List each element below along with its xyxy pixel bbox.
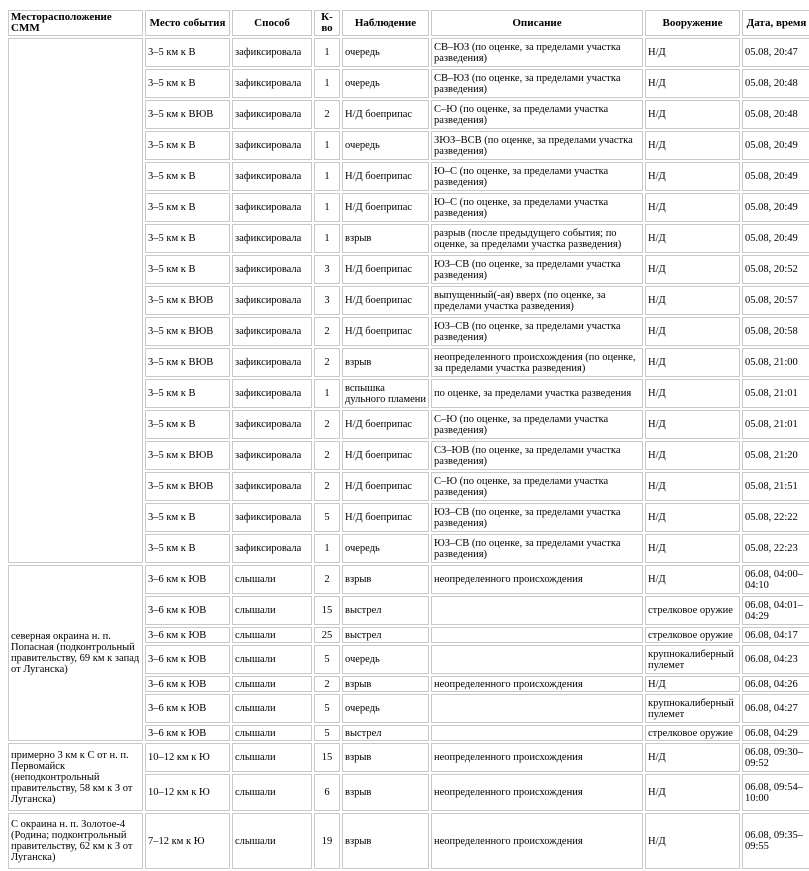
cell-observation: Н/Д боеприпас [342, 441, 429, 470]
cell-observation: Н/Д боеприпас [342, 503, 429, 532]
cell-place: 3–5 км к ВЮВ [145, 472, 230, 501]
cell-datetime: 06.08, 04:23 [742, 645, 809, 674]
cell-description: неопределенного происхождения (по оценке, за пределами участка разведения) [431, 348, 643, 377]
cell-place: 3–5 км к В [145, 162, 230, 191]
cell-place: 3–6 км к ЮВ [145, 627, 230, 643]
cell-place: 3–6 км к ЮВ [145, 596, 230, 625]
cell-place: 3–5 км к ВЮВ [145, 317, 230, 346]
cell-weapon: Н/Д [645, 676, 740, 692]
cell-method: слышали [232, 596, 312, 625]
cell-weapon: крупнокалиберный пулемет [645, 645, 740, 674]
cell-observation: Н/Д боеприпас [342, 193, 429, 222]
cell-place: 3–5 км к В [145, 379, 230, 408]
cell-description: ЮЗ–СВ (по оценке, за пределами участка разведения) [431, 534, 643, 563]
cell-observation: взрыв [342, 743, 429, 772]
cell-observation: взрыв [342, 813, 429, 869]
cell-count: 1 [314, 162, 340, 191]
ceasefire-violations-table [6, 8, 809, 871]
cell-place: 3–5 км к ВЮВ [145, 348, 230, 377]
cell-method: зафиксировала [232, 100, 312, 129]
cell-method: зафиксировала [232, 503, 312, 532]
cell-description: ЮЗ–СВ (по оценке, за пределами участка разведения) [431, 255, 643, 284]
cell-weapon: Н/Д [645, 255, 740, 284]
cell-description: С–Ю (по оценке, за пределами участка разведения) [431, 410, 643, 439]
cell-description [431, 596, 643, 625]
cell-count: 5 [314, 645, 340, 674]
cell-description [431, 694, 643, 723]
cell-weapon: Н/Д [645, 131, 740, 160]
table-row [8, 743, 809, 772]
cell-place: 10–12 км к Ю [145, 774, 230, 811]
cell-datetime: 05.08, 22:23 [742, 534, 809, 563]
cell-place: 3–5 км к ВЮВ [145, 441, 230, 470]
cell-observation: выстрел [342, 627, 429, 643]
cell-count: 5 [314, 725, 340, 741]
cell-weapon: Н/Д [645, 317, 740, 346]
cell-place: 3–5 км к ВЮВ [145, 286, 230, 315]
cell-method: зафиксировала [232, 534, 312, 563]
cell-method: зафиксировала [232, 441, 312, 470]
cell-count: 3 [314, 255, 340, 284]
cell-count: 2 [314, 317, 340, 346]
cell-count: 15 [314, 743, 340, 772]
cell-description: СВ–ЮЗ (по оценке, за пределами участка разведения) [431, 69, 643, 98]
cell-observation: выстрел [342, 725, 429, 741]
cell-count: 2 [314, 441, 340, 470]
cell-weapon: Н/Д [645, 813, 740, 869]
cell-observation: выстрел [342, 596, 429, 625]
cell-place: 3–6 км к ЮВ [145, 694, 230, 723]
cell-datetime: 05.08, 21:01 [742, 379, 809, 408]
cell-datetime: 06.08, 04:00–04:10 [742, 565, 809, 594]
cell-method: зафиксировала [232, 131, 312, 160]
cell-place: 10–12 км к Ю [145, 743, 230, 772]
cell-location: примерно 3 км к С от н. п. Первомайск (неподконтрольный правительству, 58 км к З от Луганска) [8, 743, 143, 811]
cell-place: 3–5 км к В [145, 255, 230, 284]
cell-datetime: 06.08, 09:35–09:55 [742, 813, 809, 869]
cell-description: ЮЗ–СВ (по оценке, за пределами участка разведения) [431, 317, 643, 346]
cell-location: северная окраина н. п. Попасная (подконтрольный правительству, 69 км к запад от Луганска) [8, 565, 143, 741]
cell-description: С–Ю (по оценке, за пределами участка разведения) [431, 100, 643, 129]
cell-weapon: стрелковое оружие [645, 596, 740, 625]
cell-place: 3–5 км к В [145, 224, 230, 253]
cell-observation: взрыв [342, 565, 429, 594]
cell-place: 3–5 км к В [145, 38, 230, 67]
cell-datetime: 05.08, 20:48 [742, 69, 809, 98]
cell-count: 1 [314, 69, 340, 98]
table-body [8, 38, 809, 869]
cell-description: неопределенного происхождения [431, 565, 643, 594]
cell-datetime: 05.08, 21:00 [742, 348, 809, 377]
col-header-description: Описание [431, 10, 643, 36]
cell-description: С–Ю (по оценке, за пределами участка разведения) [431, 472, 643, 501]
header-row [8, 10, 809, 36]
cell-weapon: Н/Д [645, 193, 740, 222]
cell-count: 1 [314, 193, 340, 222]
cell-method: зафиксировала [232, 255, 312, 284]
cell-place: 3–5 км к В [145, 193, 230, 222]
cell-count: 1 [314, 379, 340, 408]
cell-method: зафиксировала [232, 348, 312, 377]
cell-datetime: 05.08, 20:49 [742, 193, 809, 222]
cell-method: зафиксировала [232, 286, 312, 315]
cell-method: зафиксировала [232, 472, 312, 501]
table-row [8, 813, 809, 869]
col-header-observation: Наблюдение [342, 10, 429, 36]
cell-observation: очередь [342, 131, 429, 160]
col-header-method: Способ [232, 10, 312, 36]
cell-place: 7–12 км к Ю [145, 813, 230, 869]
cell-datetime: 05.08, 20:49 [742, 162, 809, 191]
cell-description: СЗ–ЮВ (по оценке, за пределами участка разведения) [431, 441, 643, 470]
cell-count: 19 [314, 813, 340, 869]
cell-datetime: 05.08, 22:22 [742, 503, 809, 532]
cell-method: слышали [232, 725, 312, 741]
cell-datetime: 06.08, 04:26 [742, 676, 809, 692]
cell-count: 1 [314, 224, 340, 253]
cell-place: 3–5 км к В [145, 410, 230, 439]
cell-description: неопределенного происхождения [431, 676, 643, 692]
cell-description: ЮЗ–СВ (по оценке, за пределами участка разведения) [431, 503, 643, 532]
cell-count: 2 [314, 100, 340, 129]
cell-observation: Н/Д боеприпас [342, 410, 429, 439]
cell-count: 2 [314, 676, 340, 692]
cell-method: слышали [232, 694, 312, 723]
cell-count: 6 [314, 774, 340, 811]
cell-place: 3–6 км к ЮВ [145, 645, 230, 674]
cell-weapon: Н/Д [645, 503, 740, 532]
col-header-location: Месторасположение СММ [8, 10, 143, 36]
cell-datetime: 05.08, 21:51 [742, 472, 809, 501]
cell-description: ЗЮЗ–ВСВ (по оценке, за пределами участка разведения) [431, 131, 643, 160]
cell-location [8, 38, 143, 563]
cell-count: 1 [314, 534, 340, 563]
cell-datetime: 06.08, 04:29 [742, 725, 809, 741]
cell-description: разрыв (после предыдущего события; по оценке, за пределами участка разведения) [431, 224, 643, 253]
cell-datetime: 05.08, 20:47 [742, 38, 809, 67]
cell-place: 3–5 км к В [145, 131, 230, 160]
cell-observation: Н/Д боеприпас [342, 472, 429, 501]
cell-description: СВ–ЮЗ (по оценке, за пределами участка разведения) [431, 38, 643, 67]
cell-weapon: Н/Д [645, 774, 740, 811]
cell-observation: Н/Д боеприпас [342, 286, 429, 315]
cell-weapon: стрелковое оружие [645, 725, 740, 741]
cell-description: неопределенного происхождения [431, 743, 643, 772]
cell-place: 3–5 км к В [145, 503, 230, 532]
cell-datetime: 05.08, 21:20 [742, 441, 809, 470]
cell-description: неопределенного происхождения [431, 813, 643, 869]
cell-method: зафиксировала [232, 410, 312, 439]
cell-count: 15 [314, 596, 340, 625]
cell-datetime: 05.08, 20:49 [742, 131, 809, 160]
cell-observation: Н/Д боеприпас [342, 317, 429, 346]
cell-weapon: крупнокалиберный пулемет [645, 694, 740, 723]
cell-method: слышали [232, 676, 312, 692]
cell-datetime: 06.08, 09:54–10:00 [742, 774, 809, 811]
cell-observation: взрыв [342, 348, 429, 377]
cell-description: выпущенный(-ая) вверх (по оценке, за пределами участка разведения) [431, 286, 643, 315]
cell-weapon: Н/Д [645, 69, 740, 98]
cell-weapon: Н/Д [645, 38, 740, 67]
cell-method: слышали [232, 774, 312, 811]
cell-observation: очередь [342, 38, 429, 67]
cell-datetime: 06.08, 04:27 [742, 694, 809, 723]
cell-method: зафиксировала [232, 38, 312, 67]
cell-place: 3–6 км к ЮВ [145, 565, 230, 594]
cell-count: 5 [314, 503, 340, 532]
cell-observation: Н/Д боеприпас [342, 162, 429, 191]
col-header-datetime: Дата, время [742, 10, 809, 36]
cell-observation: Н/Д боеприпас [342, 255, 429, 284]
cell-weapon: Н/Д [645, 472, 740, 501]
cell-place: 3–6 км к ЮВ [145, 676, 230, 692]
cell-observation: вспышка дульного пламени [342, 379, 429, 408]
cell-method: зафиксировала [232, 317, 312, 346]
cell-description: по оценке, за пределами участка разведения [431, 379, 643, 408]
cell-observation: очередь [342, 69, 429, 98]
col-header-weapon: Вооружение [645, 10, 740, 36]
cell-weapon: Н/Д [645, 348, 740, 377]
cell-datetime: 05.08, 20:48 [742, 100, 809, 129]
cell-method: слышали [232, 743, 312, 772]
cell-description [431, 627, 643, 643]
cell-description: неопределенного происхождения [431, 774, 643, 811]
cell-datetime: 05.08, 20:57 [742, 286, 809, 315]
cell-weapon: Н/Д [645, 100, 740, 129]
cell-method: слышали [232, 627, 312, 643]
cell-method: зафиксировала [232, 69, 312, 98]
cell-datetime: 05.08, 21:01 [742, 410, 809, 439]
cell-observation: Н/Д боеприпас [342, 100, 429, 129]
table-row [8, 565, 809, 594]
cell-count: 2 [314, 565, 340, 594]
cell-observation: взрыв [342, 774, 429, 811]
cell-weapon: Н/Д [645, 410, 740, 439]
cell-description: Ю–С (по оценке, за пределами участка разведения) [431, 193, 643, 222]
cell-count: 2 [314, 348, 340, 377]
cell-weapon: Н/Д [645, 224, 740, 253]
cell-count: 1 [314, 131, 340, 160]
col-header-place: Место события [145, 10, 230, 36]
cell-observation: взрыв [342, 224, 429, 253]
cell-weapon: Н/Д [645, 379, 740, 408]
cell-location: С окраина н. п. Золотое-4 (Родина; подконтрольный правительству, 62 км к З от Луганска) [8, 813, 143, 869]
cell-place: 3–6 км к ЮВ [145, 725, 230, 741]
cell-observation: взрыв [342, 676, 429, 692]
cell-weapon: Н/Д [645, 743, 740, 772]
cell-observation: очередь [342, 694, 429, 723]
cell-weapon: Н/Д [645, 565, 740, 594]
cell-method: зафиксировала [232, 224, 312, 253]
cell-weapon: Н/Д [645, 534, 740, 563]
cell-datetime: 06.08, 09:30–09:52 [742, 743, 809, 772]
cell-description [431, 645, 643, 674]
cell-method: слышали [232, 565, 312, 594]
cell-observation: очередь [342, 534, 429, 563]
cell-description [431, 725, 643, 741]
cell-datetime: 06.08, 04:01–04:29 [742, 596, 809, 625]
cell-weapon: Н/Д [645, 162, 740, 191]
cell-count: 2 [314, 472, 340, 501]
cell-count: 2 [314, 410, 340, 439]
col-header-count: К-во [314, 10, 340, 36]
cell-method: слышали [232, 813, 312, 869]
cell-datetime: 06.08, 04:17 [742, 627, 809, 643]
cell-place: 3–5 км к ВЮВ [145, 100, 230, 129]
cell-weapon: Н/Д [645, 441, 740, 470]
cell-method: зафиксировала [232, 162, 312, 191]
cell-method: слышали [232, 645, 312, 674]
table-row [8, 38, 809, 67]
cell-count: 5 [314, 694, 340, 723]
cell-count: 25 [314, 627, 340, 643]
cell-place: 3–5 км к В [145, 534, 230, 563]
cell-description: Ю–С (по оценке, за пределами участка разведения) [431, 162, 643, 191]
cell-method: зафиксировала [232, 379, 312, 408]
cell-observation: очередь [342, 645, 429, 674]
cell-weapon: Н/Д [645, 286, 740, 315]
cell-count: 3 [314, 286, 340, 315]
cell-datetime: 05.08, 20:49 [742, 224, 809, 253]
cell-method: зафиксировала [232, 193, 312, 222]
cell-datetime: 05.08, 20:52 [742, 255, 809, 284]
cell-weapon: стрелковое оружие [645, 627, 740, 643]
cell-count: 1 [314, 38, 340, 67]
cell-place: 3–5 км к В [145, 69, 230, 98]
cell-datetime: 05.08, 20:58 [742, 317, 809, 346]
